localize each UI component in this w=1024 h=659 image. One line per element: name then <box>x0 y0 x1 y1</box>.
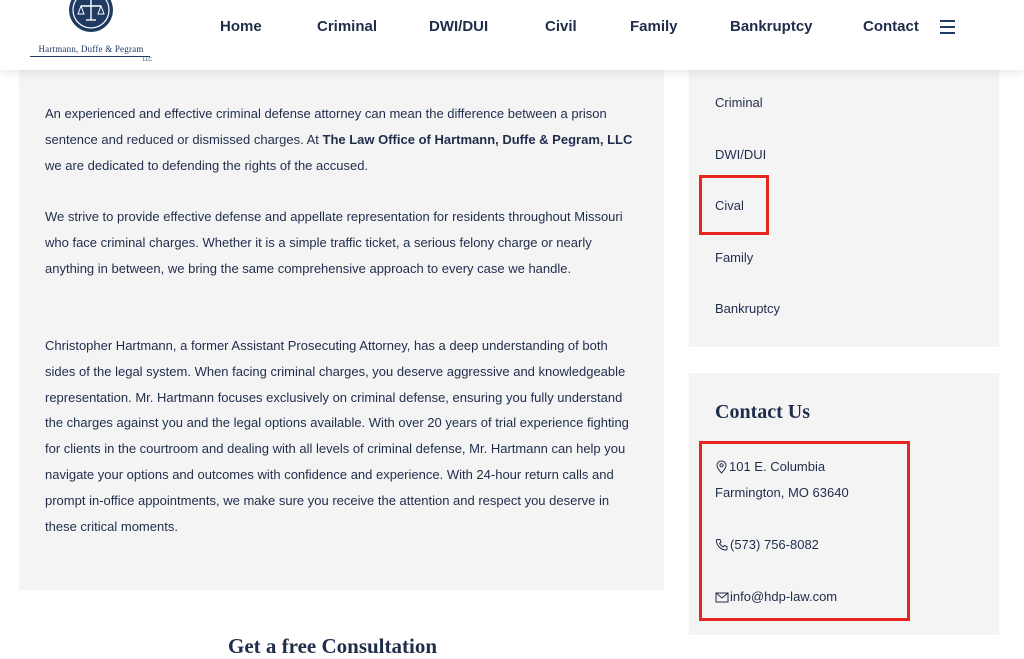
contact-us-panel <box>689 373 999 635</box>
main-content-panel <box>19 70 664 590</box>
contact-email[interactable] <box>715 589 837 604</box>
contact-title: Contact Us <box>715 401 810 423</box>
address-line2: Farmington, MO 63640 <box>715 485 849 500</box>
sidebar-link-dwi-dui[interactable]: DWI/DUI <box>715 147 767 162</box>
nav-family-link[interactable]: Family <box>630 18 678 35</box>
intro-text-start: An experienced and effective criminal defense attorney can mean the difference between a prison sentence and reduced or dismissed charges. At <box>45 106 607 147</box>
sidebar-link-criminal[interactable]: Criminal <box>715 95 763 110</box>
phone-icon <box>715 538 729 551</box>
nav-criminal-link[interactable]: Criminal <box>317 18 378 35</box>
intro-text-end: we are dedicated to defending the rights of the accused. <box>45 157 369 173</box>
address-line1: 101 E. Columbia <box>729 459 826 474</box>
site-header <box>0 0 1024 70</box>
attorney-bio-paragraph: Christopher Hartmann, a former Assistant Prosecuting Attorney, has a deep understanding of both sides of the legal system. When facing criminal charges, you deserve aggressive and knowledgeable representation. Mr. Hartmann focuses exclusively on criminal defense, ensuring you fully understand the charges against you and the legal options available. With over 20 years of trial experience fighting for clients in the courtroom and dealing with all levels of criminal defense, Mr. Hartmann can help you navigate your options and outcomes with confidence and experience. With 24-hour return calls and prompt in-office appointments, we make sure you receive the attention and respect you deserve in these critical moments. <box>45 338 629 534</box>
main-nav <box>0 0 1024 56</box>
contact-phone[interactable] <box>715 537 819 552</box>
hamburger-menu-icon[interactable] <box>940 20 956 34</box>
sidebar-link-cival[interactable]: Cival <box>715 198 744 213</box>
logo-suffix: LLC <box>142 57 152 63</box>
nav-contact-link[interactable]: Contact <box>863 18 919 35</box>
logo-text: Hartmann, Duffe & Pegram <box>38 44 144 54</box>
email-address[interactable]: info@hdp-law.com <box>730 589 838 604</box>
practice-areas-sidebar <box>689 70 999 347</box>
consultation-heading: Get a free Consultation <box>228 634 438 658</box>
nav-bankruptcy-link[interactable]: Bankruptcy <box>730 18 813 35</box>
nav-home-link[interactable]: Home <box>220 18 262 35</box>
map-pin-icon <box>715 460 728 474</box>
sidebar-link-family[interactable]: Family <box>715 250 754 265</box>
intro-paragraph <box>45 101 640 178</box>
firm-name-strong: The Law Office of Hartmann, Duffe & Pegram, LLC <box>322 131 633 147</box>
nav-civil-link[interactable]: Civil <box>545 18 577 35</box>
nav-dwi-dui-link[interactable]: DWI/DUI <box>429 18 489 35</box>
phone-number[interactable]: (573) 756-8082 <box>730 537 819 552</box>
sidebar-link-bankruptcy[interactable]: Bankruptcy <box>715 301 781 316</box>
representation-paragraph: We strive to provide effective defense and appellate representation for residents throughout Missouri who face criminal charges. Whether it is a simple traffic ticket, a serious felony charge or nearly anything in between, we bring the same comprehensive approach to every case we handle. <box>45 209 623 276</box>
contact-address-line2 <box>715 485 849 500</box>
logo-rule <box>30 56 150 57</box>
envelope-icon <box>715 591 729 603</box>
contact-address-line1 <box>715 459 825 474</box>
